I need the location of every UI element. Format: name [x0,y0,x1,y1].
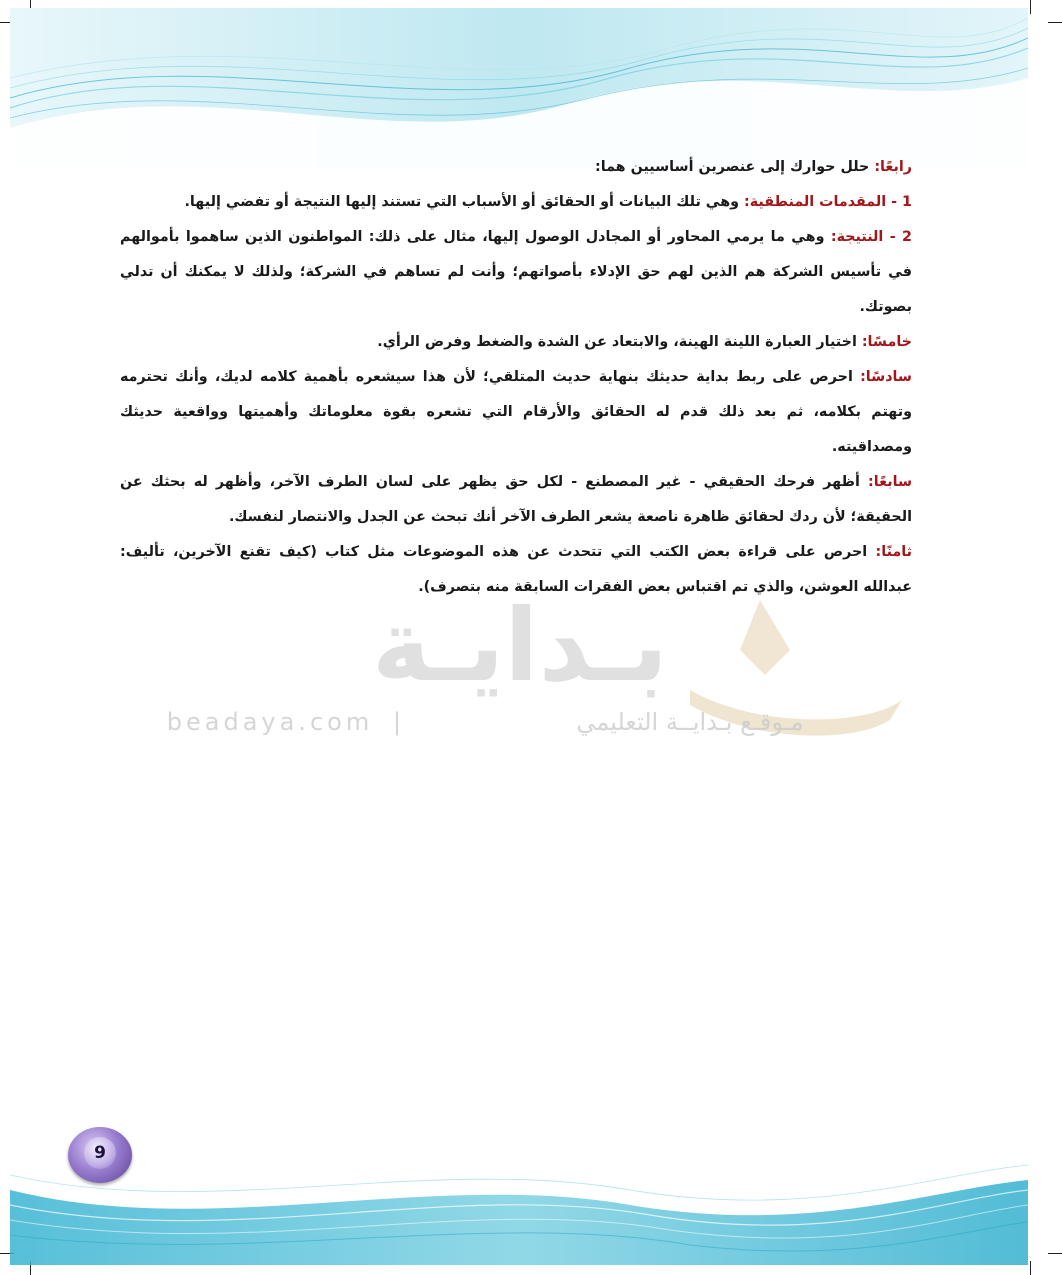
paragraph-text: وهي تلك البيانات أو الحقائق أو الأسباب التي تستند إليها النتيجة أو تفضي إليها. [184,194,745,210]
header-wave-decoration [10,8,1028,168]
paragraph-text: وهي ما يرمي المحاور أو المجادل الوصول إليها، مثال على ذلك: المواطنون الذين ساهموا بأموالهم في تأسيس الشركة هم الذين لهم حق الإدلاء بأصواتهم؛ وأنت لم تساهم في الشركة؛ ولذلك لا يمكنك أن تدلي بصوتك. [120,229,912,315]
paragraph-heading: 2 - النتيجة: [830,229,912,245]
paragraph-text: احرص على ربط بداية حديثك بنهاية حديث المتلقي؛ لأن هذا سيشعره بأهمية كلامه لديك، وأنك تحترمه وتهتم بكلامه، ثم بعد ذلك قدم له الحقائق والأرقام التي تشعره بقوة معلوماتك وأهميتها وواقعية حديثك ومصداقيته. [120,369,912,455]
paragraph-text: اختيار العبارة اللينة الهينة، والابتعاد عن الشدة والضغط وفرض الرأي. [377,334,862,350]
paragraph-fifth [120,325,912,360]
paragraph-heading: ثامنًا: [875,544,912,560]
crop-mark-top-right-v [1030,0,1031,14]
crop-mark-bottom-right-h [1048,1253,1062,1254]
paragraph-text: أظهر فرحك الحقيقي - غير المصطنع - لكل حق يظهر على لسان الطرف الآخر، وأظهر له بحثك عن الحقيقة؛ لأن ردك لحقائق ظاهرة ناصعة يشعر الطرف الآخر أنك تبحث عن الجدل والانتصار لنفسك. [120,474,912,525]
watermark-tagline: مـوقـع بـدايــة التعليمي [576,708,804,736]
footer-wave-decoration [10,1150,1028,1265]
paragraph-heading: سابعًا: [868,474,912,490]
paragraph-heading: رابعًا: [874,159,912,175]
watermark-logo: بـدايـة [371,587,669,704]
paragraph-heading: 1 - المقدمات المنطقية: [744,194,912,210]
paragraph-heading: سادسًا: [860,369,912,385]
article-body [120,150,912,605]
paragraph-seventh [120,465,912,535]
crop-mark-top-right-h [1048,22,1062,23]
crop-mark-bottom-right-v [1030,1261,1031,1275]
paragraph-text: حلل حوارك إلى عنصرين أساسيين هما: [595,159,875,175]
paragraph-text: احرص على قراءة بعض الكتب التي تتحدث عن هذه الموضوعات مثل كتاب (كيف تقنع الآخرين، تأليف: عبدالله العوشن، والذي تم اقتباس بعض الفقرات السابقة منه بتصرف). [120,544,912,595]
paragraph-fourth [120,150,912,185]
page-number: 9 [84,1137,116,1169]
beadaya-watermark [150,580,910,750]
paragraph-premises [120,185,912,220]
paragraph-heading: خامسًا: [861,334,912,350]
watermark-separator: | [392,708,402,736]
pen-nib-icon [740,600,790,675]
paragraph-sixth [120,360,912,465]
paragraph-conclusion [120,220,912,325]
watermark-domain: beadaya.com [166,708,374,736]
